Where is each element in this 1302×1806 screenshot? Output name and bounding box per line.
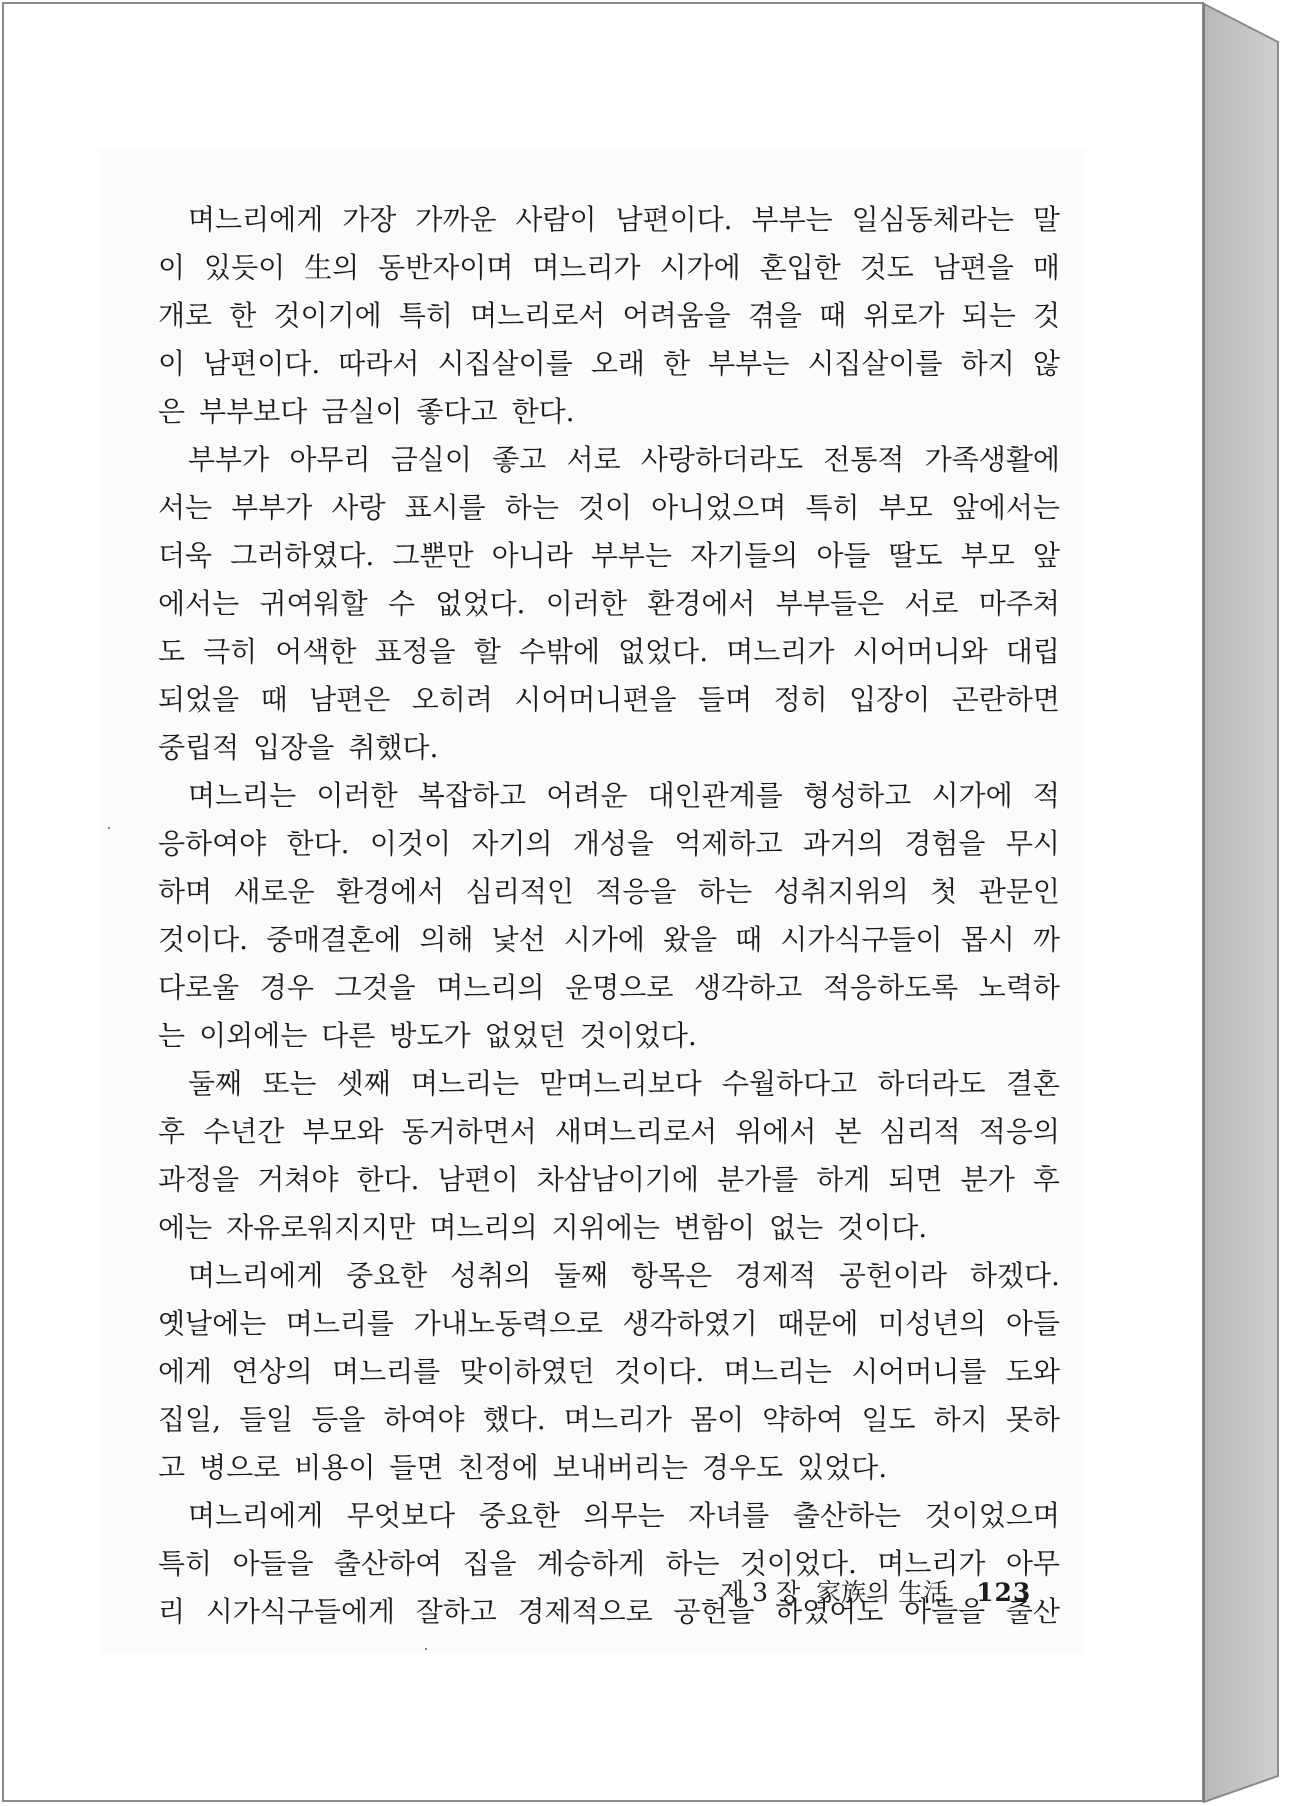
- word: 가족생활에: [924, 443, 1060, 476]
- text-line: [158, 1252, 1060, 1300]
- text-line: [158, 436, 1060, 484]
- word: 며느리에게: [188, 1499, 324, 1532]
- word: 동반자이며: [378, 251, 514, 284]
- word: 며느리를: [332, 1355, 441, 1388]
- word: 심리적인: [465, 875, 574, 908]
- word: 부부보다: [199, 395, 308, 428]
- word: 특히: [805, 491, 860, 524]
- word: 이것이: [369, 827, 452, 860]
- word: 며느리의: [436, 971, 545, 1004]
- word: 일심동체라는: [851, 203, 1014, 236]
- word: 그러하였다.: [230, 539, 375, 572]
- word: 없었던: [484, 1019, 566, 1052]
- word: 며느리를: [285, 1307, 394, 1340]
- text-line: [158, 820, 1060, 868]
- text-line: [158, 580, 1060, 628]
- word: 정히: [773, 683, 828, 716]
- word: 첫: [930, 875, 958, 908]
- scan-speck: [425, 1648, 427, 1650]
- word: 하더라도: [877, 1067, 986, 1100]
- word: 결혼: [1005, 1067, 1060, 1100]
- word: 때: [260, 683, 288, 716]
- word: 입장을: [253, 731, 335, 764]
- word: 부부가: [188, 443, 270, 476]
- word: 되면: [888, 1163, 943, 1196]
- body-text: [158, 196, 1060, 1636]
- text-line: [158, 196, 1060, 244]
- text-line: [158, 388, 1060, 436]
- word: 부부들은: [775, 587, 884, 620]
- word: 매: [1032, 251, 1060, 284]
- word: 곤란하면: [951, 683, 1060, 716]
- text-line: [158, 628, 1060, 676]
- word: 말: [1032, 203, 1060, 236]
- word: 남편이다.: [615, 203, 733, 236]
- word: 시가에: [931, 779, 1013, 812]
- word: 부부는: [708, 347, 790, 380]
- word: 입장이: [849, 683, 931, 716]
- word: 가내노동력으로: [413, 1307, 603, 1340]
- word: 의해: [419, 923, 474, 956]
- word: 이: [158, 251, 186, 284]
- word: 하지: [933, 1403, 988, 1436]
- word: 시어머니를: [851, 1355, 987, 1388]
- word: 대인관계를: [647, 779, 783, 812]
- word: 특히: [158, 1547, 213, 1580]
- word: 운명으로: [565, 971, 674, 1004]
- word: 환경에서: [647, 587, 756, 620]
- word: 사람이: [515, 203, 597, 236]
- word: 새로운: [233, 875, 315, 908]
- word: 며느리에게: [188, 1259, 324, 1292]
- word: 할: [473, 635, 501, 668]
- word: 금실이: [390, 443, 472, 476]
- word: 둘째: [188, 1067, 243, 1100]
- text-line: [158, 244, 1060, 292]
- text-line: [158, 1204, 1060, 1252]
- word: 집일,: [158, 1403, 221, 1436]
- word: 사랑하더라도: [640, 443, 804, 476]
- word: 특히: [398, 299, 453, 332]
- word: 낯선: [491, 923, 546, 956]
- word: 되었을: [158, 683, 240, 716]
- word: 맏며느리보다: [539, 1067, 702, 1100]
- word: 등을: [311, 1403, 366, 1436]
- word: 또는: [262, 1067, 317, 1100]
- word: 아들: [816, 539, 871, 572]
- text-line: [158, 340, 1060, 388]
- word: 따라서: [338, 347, 420, 380]
- word: 했다.: [482, 1403, 546, 1436]
- word: 개성을: [572, 827, 654, 860]
- word: 적응하도록: [822, 971, 959, 1004]
- word: 계승하게: [536, 1547, 646, 1580]
- word: 형성하고: [803, 779, 912, 812]
- word: 生의: [304, 251, 360, 284]
- word: 비용이: [294, 1451, 376, 1484]
- word: 딸도: [888, 539, 943, 572]
- text-line: [158, 1108, 1060, 1156]
- word: 다른: [321, 1019, 376, 1052]
- word: 생각하였기: [622, 1307, 758, 1340]
- word: 한다.: [511, 395, 575, 428]
- word: 동거하면서: [401, 1115, 537, 1148]
- footer-chapter: 제 3 장: [720, 1578, 801, 1607]
- word: 며느리가: [532, 251, 641, 284]
- word: 하여야: [383, 1403, 465, 1436]
- word: 서로: [566, 443, 621, 476]
- word: 아니라: [491, 539, 573, 572]
- word: 출산하는: [792, 1499, 902, 1532]
- word: 중매결혼에: [266, 923, 402, 956]
- word: 것이었으며: [924, 1499, 1060, 1532]
- word: 무엇보다: [346, 1499, 456, 1532]
- word: 혼입한: [759, 251, 841, 284]
- word: 출산: [1005, 1595, 1060, 1628]
- word: 표시를: [404, 491, 486, 524]
- word: 왔을: [662, 923, 718, 956]
- word: 그뿐만: [392, 539, 474, 572]
- word: 환경에서: [336, 875, 445, 908]
- word: 아니었으며: [651, 491, 787, 524]
- word: 그것을: [334, 971, 416, 1004]
- word: 남편이: [437, 1163, 519, 1196]
- word: 하지: [960, 347, 1015, 380]
- word: 고: [158, 1451, 186, 1484]
- word: 부부는: [751, 203, 833, 236]
- word: 이외에는: [199, 1019, 308, 1052]
- word: 미성년의: [878, 1307, 987, 1340]
- word: 경험을: [904, 827, 986, 860]
- word: 것이다.: [614, 1355, 705, 1388]
- word: 자녀를: [688, 1499, 770, 1532]
- word: 잘하고: [415, 1595, 497, 1628]
- word: 응하여야: [158, 827, 267, 860]
- word: 분가를: [717, 1163, 799, 1196]
- word: 시가에: [659, 251, 741, 284]
- word: 없는: [769, 1211, 824, 1244]
- word: 는: [158, 1019, 186, 1052]
- word: 새며느리로서: [554, 1115, 718, 1148]
- word: 이: [158, 347, 186, 380]
- word: 출산하여: [333, 1547, 443, 1580]
- word: 극히: [203, 635, 258, 668]
- word: 것이었다.: [579, 1019, 697, 1052]
- word: 며느리가: [877, 1547, 986, 1580]
- word: 하는: [504, 491, 559, 524]
- word: 것: [1032, 299, 1060, 332]
- word: 며느리로서: [470, 299, 606, 332]
- word: 시가식구들에게: [205, 1595, 396, 1628]
- text-line: [158, 1300, 1060, 1348]
- word: 표정을: [374, 635, 456, 668]
- word: 도와: [1005, 1355, 1060, 1388]
- word: 한다.: [286, 827, 350, 860]
- word: 적응을: [595, 875, 677, 908]
- word: 몹시: [960, 923, 1015, 956]
- word: 친정에: [457, 1451, 539, 1484]
- word: 중요한: [478, 1499, 560, 1532]
- word: 좋고: [492, 443, 547, 476]
- word: 며느리에게: [188, 203, 324, 236]
- word: 관문인: [978, 875, 1060, 908]
- text-line: [158, 724, 1060, 772]
- word: 과정을: [158, 1163, 240, 1196]
- word: 중요한: [346, 1259, 428, 1292]
- text-line: [158, 1012, 1060, 1060]
- word: 중립적: [158, 731, 240, 764]
- word: 후: [158, 1115, 186, 1148]
- word: 들일: [239, 1403, 294, 1436]
- word: 아무: [1005, 1547, 1060, 1580]
- word: 며느리는: [723, 1355, 832, 1388]
- word: 며느리는: [188, 779, 297, 812]
- word: 분가: [960, 1163, 1015, 1196]
- running-footer: [720, 1573, 1039, 1609]
- word: 경제적으로: [517, 1595, 653, 1628]
- word: 아들을: [232, 1547, 314, 1580]
- word: 과거의: [802, 827, 884, 860]
- word: 차삼남이기에: [536, 1163, 700, 1196]
- word: 한다.: [356, 1163, 420, 1196]
- scan-speck: [108, 827, 110, 829]
- word: 약하여: [762, 1403, 844, 1436]
- text-line: [158, 772, 1060, 820]
- word: 부모: [878, 491, 933, 524]
- word: 복잡하고: [417, 779, 526, 812]
- text-line: [158, 1156, 1060, 1204]
- word: 이러한: [316, 779, 398, 812]
- word: 가까운: [415, 203, 497, 236]
- word: 연상의: [231, 1355, 313, 1388]
- word: 변함이: [673, 1211, 756, 1244]
- text-line: [158, 1348, 1060, 1396]
- word: 앞: [1032, 539, 1060, 572]
- word: 일도: [861, 1403, 916, 1436]
- word: 생각하고: [694, 971, 803, 1004]
- word: 성취지위의: [773, 875, 909, 908]
- word: 없었다.: [618, 635, 709, 668]
- word: 심리적: [879, 1115, 961, 1148]
- text-line: [158, 1444, 1060, 1492]
- word: 경우: [259, 971, 314, 1004]
- word: 때문에: [777, 1307, 859, 1340]
- word: 며느리의: [429, 1211, 538, 1244]
- word: 셋째: [336, 1067, 391, 1100]
- word: 경제적: [734, 1259, 817, 1292]
- word: 것이다.: [837, 1211, 928, 1244]
- word: 하겠다.: [969, 1259, 1060, 1292]
- word: 있었다.: [797, 1451, 888, 1484]
- word: 한: [229, 299, 257, 332]
- word: 리: [158, 1595, 186, 1628]
- word: 금실이: [321, 395, 403, 428]
- word: 보내버리는: [552, 1451, 688, 1484]
- word: 며느리가: [726, 635, 835, 668]
- word: 대립: [1005, 635, 1060, 668]
- word: 맞이하였던: [459, 1355, 595, 1388]
- word: 것이었다.: [739, 1547, 857, 1580]
- word: 까: [1032, 923, 1060, 956]
- word: 남편이다.: [203, 347, 321, 380]
- word: 남편은: [309, 683, 391, 716]
- word: 때: [735, 923, 763, 956]
- word: 에게: [158, 1355, 213, 1388]
- word: 하며: [158, 875, 213, 908]
- word: 개로: [158, 299, 213, 332]
- word: 자유로워지지만: [226, 1211, 416, 1244]
- word: 좋다고: [416, 395, 498, 428]
- word: 수년간: [203, 1115, 285, 1148]
- text-line: [158, 1492, 1060, 1540]
- word: 되는: [961, 299, 1016, 332]
- word: 서는: [158, 491, 213, 524]
- word: 오래: [590, 347, 645, 380]
- word: 지위에는: [551, 1211, 660, 1244]
- word: 것이기에: [273, 299, 382, 332]
- word: 때: [819, 299, 847, 332]
- word: 하게: [816, 1163, 871, 1196]
- word: 다로울: [158, 971, 240, 1004]
- text-line: [158, 916, 1060, 964]
- word: 자기들의: [690, 539, 799, 572]
- word: 가장: [342, 203, 397, 236]
- word: 시가에: [563, 923, 645, 956]
- word: 어려운: [546, 779, 628, 812]
- word: 것도: [859, 251, 914, 284]
- word: 시가식구들이: [780, 923, 943, 956]
- word: 에는: [158, 1211, 213, 1244]
- word: 경우도: [701, 1451, 784, 1484]
- word: 아무리: [289, 443, 371, 476]
- word: 하였어도: [775, 1595, 884, 1628]
- word: 수밖에: [518, 635, 601, 668]
- word: 하는: [665, 1547, 720, 1580]
- word: 귀여워할: [259, 587, 368, 620]
- text-line: [158, 532, 1060, 580]
- word: 앞에서는: [951, 491, 1060, 524]
- word: 수: [388, 587, 416, 620]
- word: 억제하고: [674, 827, 783, 860]
- word: 취했다.: [348, 731, 439, 764]
- word: 옛날에는: [158, 1307, 267, 1340]
- word: 것이: [577, 491, 633, 524]
- text-line: [158, 1060, 1060, 1108]
- word: 며느리는: [410, 1067, 520, 1100]
- word: 어색한: [275, 635, 357, 668]
- word: 부모와: [302, 1115, 384, 1148]
- word: 들면: [389, 1451, 444, 1484]
- word: 사랑: [331, 491, 386, 524]
- word: 있듯이: [204, 251, 286, 284]
- word: 적응의: [978, 1115, 1060, 1148]
- word: 방도가: [389, 1019, 471, 1052]
- word: 없었다.: [435, 587, 526, 620]
- word: 오히려: [411, 683, 493, 716]
- word: 둘째: [554, 1259, 609, 1292]
- word: 성취의: [450, 1259, 532, 1292]
- word: 위에서: [735, 1115, 817, 1148]
- word: 않: [1032, 347, 1060, 380]
- word: 집을: [462, 1547, 517, 1580]
- word: 한: [662, 347, 691, 380]
- word: 부모: [960, 539, 1015, 572]
- word: 서로: [904, 587, 959, 620]
- word: 부부는: [590, 539, 672, 572]
- word: 마주쳐: [978, 587, 1060, 620]
- word: 무시: [1005, 827, 1060, 860]
- word: 적: [1032, 779, 1060, 812]
- word: 자기의: [471, 827, 553, 860]
- word: 시어머니편을: [514, 683, 677, 716]
- word: 의무는: [583, 1499, 665, 1532]
- text-line: [158, 676, 1060, 724]
- word: 부부가: [231, 491, 313, 524]
- word: 병으로: [199, 1451, 281, 1484]
- page-number: 123: [976, 1578, 1032, 1607]
- text-line: [158, 868, 1060, 916]
- word: 후: [1032, 1163, 1060, 1196]
- text-line: [158, 484, 1060, 532]
- word: 위로가: [863, 299, 945, 332]
- word: 못하: [1005, 1403, 1060, 1436]
- word: 시집살이를: [437, 347, 573, 380]
- footer-title: 家族의 生活: [816, 1578, 949, 1607]
- word: 아들: [1005, 1307, 1060, 1340]
- word: 항목은: [630, 1259, 713, 1292]
- word: 본: [834, 1115, 862, 1148]
- word: 남편을: [932, 251, 1014, 284]
- text-line: [158, 292, 1060, 340]
- word: 공헌을: [673, 1595, 755, 1628]
- word: 들며: [698, 683, 753, 716]
- word: 시집살이를: [807, 347, 943, 380]
- word: 거쳐야: [257, 1163, 339, 1196]
- word: 이러한: [545, 587, 627, 620]
- word: 시어머니와: [852, 635, 988, 668]
- word: 며느리가: [563, 1403, 672, 1436]
- word: 에서는: [158, 587, 240, 620]
- word: 겪을: [747, 299, 802, 332]
- word: 어려움을: [622, 299, 731, 332]
- word: 수월하다고: [721, 1067, 858, 1100]
- word: 하는: [698, 875, 753, 908]
- word: 더욱: [158, 539, 213, 572]
- word: 도: [158, 635, 186, 668]
- text-line: [158, 964, 1060, 1012]
- word: 아들을: [904, 1595, 986, 1628]
- word: 노력하: [978, 971, 1060, 1004]
- word: 은: [158, 395, 186, 428]
- word: 전통적: [823, 443, 905, 476]
- text-line: [158, 1396, 1060, 1444]
- word: 공헌이라: [838, 1259, 948, 1292]
- word: 것이다.: [158, 923, 249, 956]
- word: 몸이: [690, 1403, 745, 1436]
